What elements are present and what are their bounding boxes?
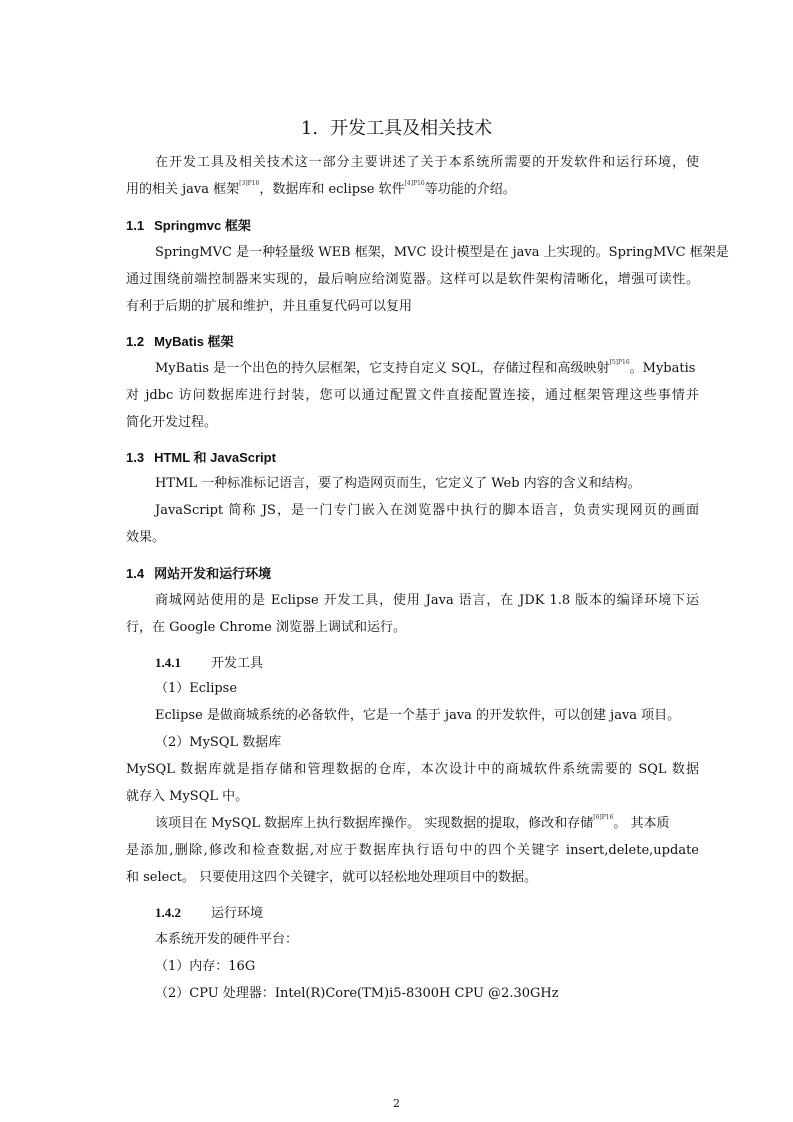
intro-text-a: 用的相关 java 框架 — [126, 182, 240, 197]
list-item: （2）CPU 处理器：Intel(R)Core(TM)i5-8300H CPU @2.30GHz — [155, 986, 559, 1001]
citation-ref: [6]P16 — [593, 814, 614, 821]
paragraph-line: MySQL 数据库就是指存储和管理数据的仓库，本次设计中的商城软件系统需要的 SQL 数据 — [126, 762, 699, 777]
citation-ref: [3]P16 — [239, 180, 260, 187]
list-item: （2）MySQL 数据库 — [155, 735, 282, 750]
section-title: MyBatis 框架 — [154, 334, 234, 349]
chapter-title — [0, 114, 793, 140]
paragraph-text: 。 其本质 — [613, 816, 670, 831]
subsection-number: 1.4.1 — [155, 655, 181, 670]
paragraph-line: 和 select。 只要使用这四个关键字，就可以轻松地处理项目中的数据。 — [126, 870, 537, 885]
paragraph-line: SpringMVC 是一种轻量级 WEB 框架，MVC 设计模型是在 java 上实现的。SpringMVC 框架是 — [155, 245, 729, 260]
paragraph-line: 简化开发过程。 — [126, 415, 218, 430]
paragraph-line: 效果。 — [126, 530, 166, 545]
section-heading-1-1 — [126, 216, 251, 236]
paragraph-line: HTML 一种标准标记语言，要了构造网页而生，它定义了 Web 内容的含义和结构。 — [155, 476, 641, 491]
section-heading-1-2 — [126, 332, 234, 352]
section-number: 1.4 — [126, 566, 145, 581]
intro-text-b: ，数据库和 eclipse 软件 — [259, 182, 405, 197]
paragraph-line: Eclipse 是做商城系统的必备软件，它是一个基于 java 的开发软件，可以创建 java 项目。 — [155, 708, 681, 723]
section-heading-1-4 — [126, 564, 271, 584]
section-number: 1.1 — [126, 218, 145, 233]
paragraph-text: 该项目在 MySQL 数据库上执行数据库操作。 实现数据的提取，修改和存储 — [155, 816, 594, 831]
paragraph-text: MyBatis 是一个出色的持久层框架，它支持自定义 SQL，存储过程和高级映射 — [155, 361, 610, 376]
section-number: 1.2 — [126, 334, 145, 349]
subsection-heading-1-4-2 — [155, 903, 263, 924]
paragraph-line: 是添加,删除,修改和检查数据,对应于数据库执行语句中的四个关键字 insert,delete,update — [126, 843, 699, 858]
paragraph-line — [155, 814, 699, 834]
paragraph-line: 对 jdbc 访问数据库进行封装，您可以通过配置文件直接配置连接，通过框架管理这些事情并 — [126, 388, 699, 403]
citation-ref: [4]P16 — [404, 180, 425, 187]
paragraph-text: 。Mybatis — [629, 361, 696, 376]
chapter-number: 1. — [300, 118, 319, 139]
section-title: Springmvc 框架 — [154, 218, 251, 233]
paragraph-line: 就存入 MySQL 中。 — [126, 789, 249, 804]
subsection-number: 1.4.2 — [155, 905, 181, 920]
intro-text-c: 等功能的介绍。 — [424, 182, 516, 197]
paragraph-line: JavaScript 简称 JS，是一门专门嵌入在浏览器中执行的脚本语言，负责实现网页的画面 — [155, 503, 699, 518]
intro-line-2 — [126, 180, 699, 200]
list-item: （1）内存：16G — [155, 959, 256, 974]
page-number: 2 — [393, 1097, 400, 1110]
list-item: （1）Eclipse — [155, 681, 238, 696]
subsection-heading-1-4-1 — [155, 653, 263, 674]
section-title: HTML 和 JavaScript — [154, 450, 276, 465]
intro-line-1: 在开发工具及相关技术这一部分主要讲述了关于本系统所需要的开发软件和运行环境，使 — [155, 155, 699, 170]
paragraph-line: 通过围绕前端控制器来实现的，最后响应给浏览器。这样可以是软件架构清晰化，增强可读性。 — [126, 272, 699, 287]
chapter-title-text: 开发工具及相关技术 — [330, 118, 493, 139]
paragraph-line: 商城网站使用的是 Eclipse 开发工具，使用 Java 语言，在 JDK 1.8 版本的编译环境下运 — [155, 593, 699, 608]
subsection-title: 开发工具 — [211, 656, 264, 671]
section-number: 1.3 — [126, 450, 145, 465]
paragraph-line: 有利于后期的扩展和维护，并且重复代码可以复用 — [126, 299, 413, 314]
paragraph-line: 行，在 Google Chrome 浏览器上调试和运行。 — [126, 620, 406, 635]
section-heading-1-3 — [126, 448, 276, 468]
paragraph-line: 本系统开发的硬件平台： — [155, 932, 299, 947]
section-title: 网站开发和运行环境 — [154, 566, 272, 581]
citation-ref: [5]P16 — [609, 359, 630, 366]
subsection-title: 运行环境 — [211, 906, 264, 921]
paragraph-line — [155, 359, 699, 379]
